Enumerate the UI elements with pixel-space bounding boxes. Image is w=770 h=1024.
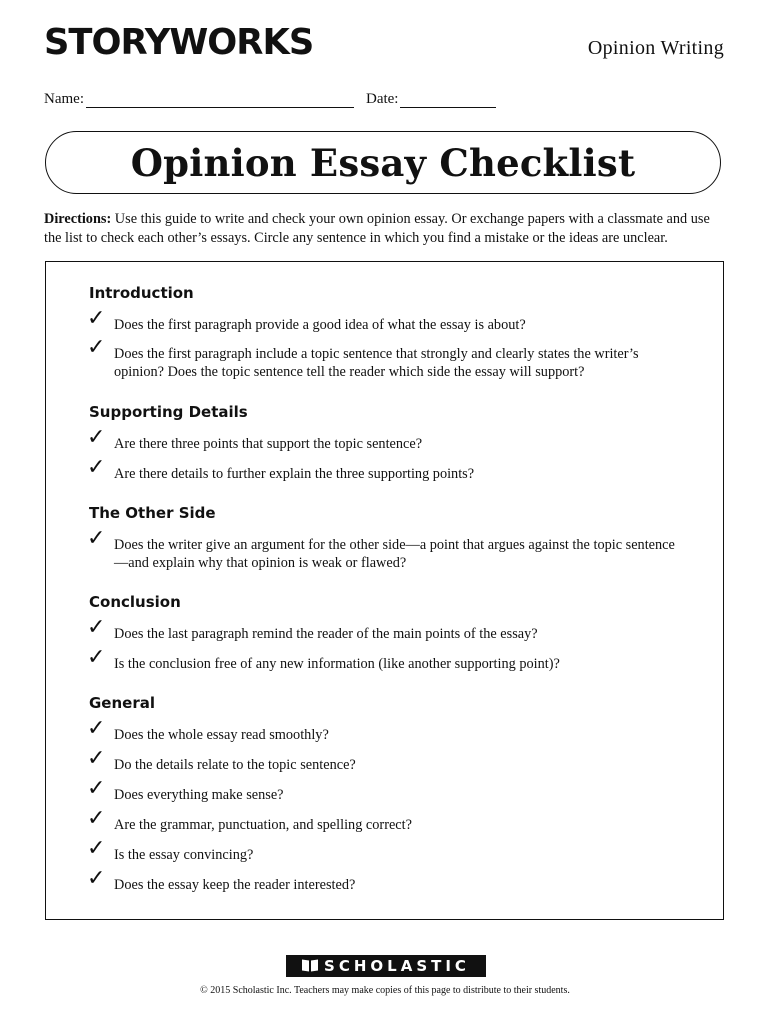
title-banner	[45, 131, 721, 194]
directions-text: Use this guide to write and check your own opinion essay. Or exchange papers with a classmate and use the list to check each other’s essays. Circle any sentence in which you find a mistake or the ideas are unclear.	[44, 211, 710, 246]
checklist-item: ✓ Are there three points that support the topic sentence?	[87, 425, 423, 452]
publisher-name: SCHOLASTIC	[324, 957, 470, 975]
section-label: Opinion Writing	[587, 37, 724, 59]
checklist-box	[45, 261, 724, 920]
checkmark-icon: ✓	[87, 526, 106, 551]
checkmark-icon: ✓	[87, 806, 106, 831]
checkmark-icon: ✓	[87, 455, 106, 480]
checkmark-icon: ✓	[87, 335, 106, 360]
checklist-item: ✓ Is the conclusion free of any new information (like another supporting point)?	[87, 645, 560, 672]
checklist-item: ✓ Does everything make sense?	[87, 776, 284, 803]
section-heading-general: General	[89, 694, 155, 712]
checklist-item: ✓ Do the details relate to the topic sentence?	[87, 746, 356, 773]
checklist-item: ✓ Does the writer give an argument for the other side—a point that argues against the topic sentence—and explain why that opinion is weak or flawed?	[87, 526, 675, 571]
directions-label: Directions:	[44, 211, 112, 227]
date-label: Date:	[365, 91, 399, 107]
checkmark-icon: ✓	[87, 306, 106, 331]
checkmark-icon: ✓	[87, 645, 106, 670]
checklist-item: ✓ Does the first paragraph provide a good idea of what the essay is about?	[87, 306, 526, 333]
checklist-item: ✓ Is the essay convincing?	[87, 836, 254, 863]
checkmark-icon: ✓	[87, 776, 106, 801]
name-date-fields	[44, 91, 496, 108]
checklist-item: ✓ Does the last paragraph remind the reader of the main points of the essay?	[87, 615, 538, 642]
checklist-item: ✓ Does the essay keep the reader interested?	[87, 866, 356, 893]
copyright-notice: © 2015 Scholastic Inc. Teachers may make copies of this page to distribute to their students.	[200, 985, 570, 996]
section-heading-conclusion: Conclusion	[89, 593, 181, 611]
checkmark-icon: ✓	[87, 615, 106, 640]
page-title: Opinion Essay Checklist	[130, 140, 636, 185]
checkmark-icon: ✓	[87, 716, 106, 741]
checklist-item: ✓ Are there details to further explain the three supporting points?	[87, 455, 475, 482]
section-heading-other-side: The Other Side	[89, 504, 216, 522]
section-heading-supporting-details: Supporting Details	[89, 403, 248, 421]
storyworks-logo: STORYWORKS	[44, 22, 314, 63]
name-label: Name:	[44, 91, 84, 107]
name-blank-line[interactable]	[86, 93, 354, 108]
checkmark-icon: ✓	[87, 746, 106, 771]
date-blank-line[interactable]	[400, 93, 496, 108]
checkmark-icon: ✓	[87, 836, 106, 861]
directions	[44, 210, 726, 248]
open-book-icon	[302, 960, 318, 972]
checkmark-icon: ✓	[87, 425, 106, 450]
checklist-item: ✓ Are the grammar, punctuation, and spelling correct?	[87, 806, 412, 833]
checklist-item: ✓ Does the whole essay read smoothly?	[87, 716, 329, 743]
scholastic-logo	[286, 955, 486, 977]
section-heading-introduction: Introduction	[89, 284, 194, 302]
checkmark-icon: ✓	[87, 866, 106, 891]
checklist-item: ✓ Does the first paragraph include a topic sentence that strongly and clearly states the writer’s opinion? Does the topic sentence tell the reader which side the essay will support?	[87, 335, 639, 380]
